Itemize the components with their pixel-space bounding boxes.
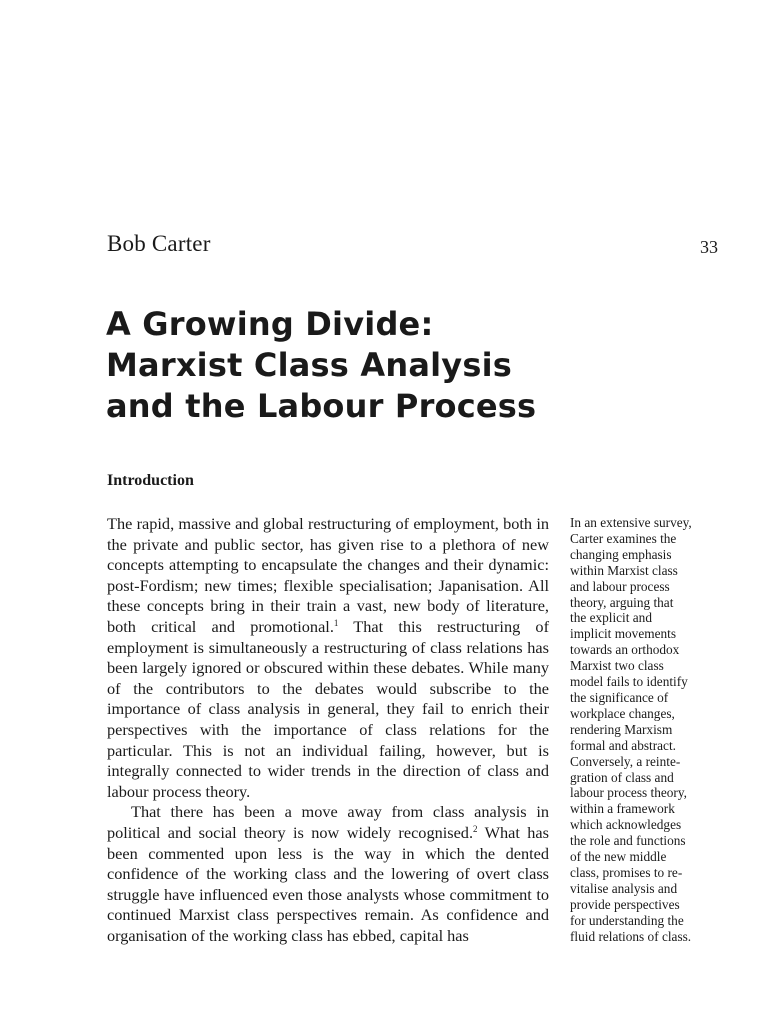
page-number: 33	[700, 237, 718, 257]
paragraph-2	[107, 802, 549, 946]
sidebar-line: Marxist two class	[570, 658, 664, 674]
footnote-marker-2: 2	[473, 823, 478, 834]
sidebar-line: which acknowledges	[570, 817, 682, 833]
sidebar-line: the explicit and	[570, 610, 652, 626]
sidebar-line: model fails to identify	[570, 674, 688, 690]
sidebar-line: implicit movements	[570, 626, 676, 642]
sidebar-line: Carter examines the	[570, 530, 677, 546]
article-title	[106, 304, 666, 427]
paragraph-1-part-1: The rapid, massive and global restructuring of employment, both in the private and public sector, has given rise to a plethora of new concepts attempting to encapsulate the changes and their dynamic: post-Fordism; new times; flexible specialisation; Japanisation. All these concepts bring in their train a vast, new body of literature, both critical and promotional.	[107, 514, 549, 636]
sidebar-line: the significance of	[570, 689, 669, 705]
sidebar-line: changing emphasis	[570, 546, 672, 562]
sidebar-line: rendering Marxism	[570, 721, 673, 737]
sidebar-line: vitalise analysis and	[570, 880, 678, 896]
title-line-1: A Growing Divide:	[106, 305, 434, 343]
sidebar-line: the role and functions	[570, 833, 686, 849]
sidebar-line: for understanding the	[570, 912, 684, 928]
sidebar-line: formal and abstract.	[570, 737, 676, 753]
title-line-2: Marxist Class Analysis	[106, 346, 513, 384]
title-line-3: and the Labour Process	[106, 387, 537, 425]
sidebar-line: and labour process	[570, 578, 670, 594]
sidebar-line: gration of class and	[570, 769, 674, 785]
author-name: Bob Carter	[107, 231, 211, 256]
sidebar-line: In an extensive survey,	[570, 515, 692, 530]
paragraph-1	[107, 514, 549, 802]
sidebar-line: of the new middle	[570, 849, 667, 865]
sidebar-line: class, promises to re-	[570, 864, 683, 880]
abstract-sidebar	[570, 515, 720, 944]
paragraph-2-part-2: What has been commented upon less is the way in which the dented confidence of the working class and the lowering of overt class struggle have influenced even those analysts whose commitment to continued Marxist class perspectives remain. As confidence and organisation of the working class has ebbed, capital has	[107, 822, 549, 945]
sidebar-line: labour process theory,	[570, 785, 687, 801]
sidebar-line: theory, arguing that	[570, 594, 674, 610]
sidebar-line: Conversely, a reinte-	[570, 753, 681, 769]
body-text	[107, 514, 549, 946]
sidebar-line: provide perspectives	[570, 896, 680, 912]
sidebar-line: fluid relations of class.	[570, 928, 692, 944]
paragraph-1-part-2: That this restructuring of employment is simultaneously a restructuring of class relations has been largely ignored or obscured within these debates. While many of the contributors to the debates would subscribe to the importance of class analysis in general, they fail to enrich their perspectives with the importance of class relations for the particular. This is not an individual failing, however, but is integrally connected to wider trends in the direction of class and labour process theory.	[107, 616, 549, 801]
sidebar-line: within a framework	[570, 801, 675, 817]
sidebar-line: towards an orthodox	[570, 642, 680, 658]
section-heading-introduction: Introduction	[107, 472, 194, 489]
paragraph-2-part-1: That there has been a move away from class analysis in political and social theory is now widely recognised.	[107, 802, 549, 842]
sidebar-line: workplace changes,	[570, 705, 675, 721]
footnote-marker-1: 1	[333, 617, 339, 628]
sidebar-line: within Marxist class	[570, 562, 678, 578]
